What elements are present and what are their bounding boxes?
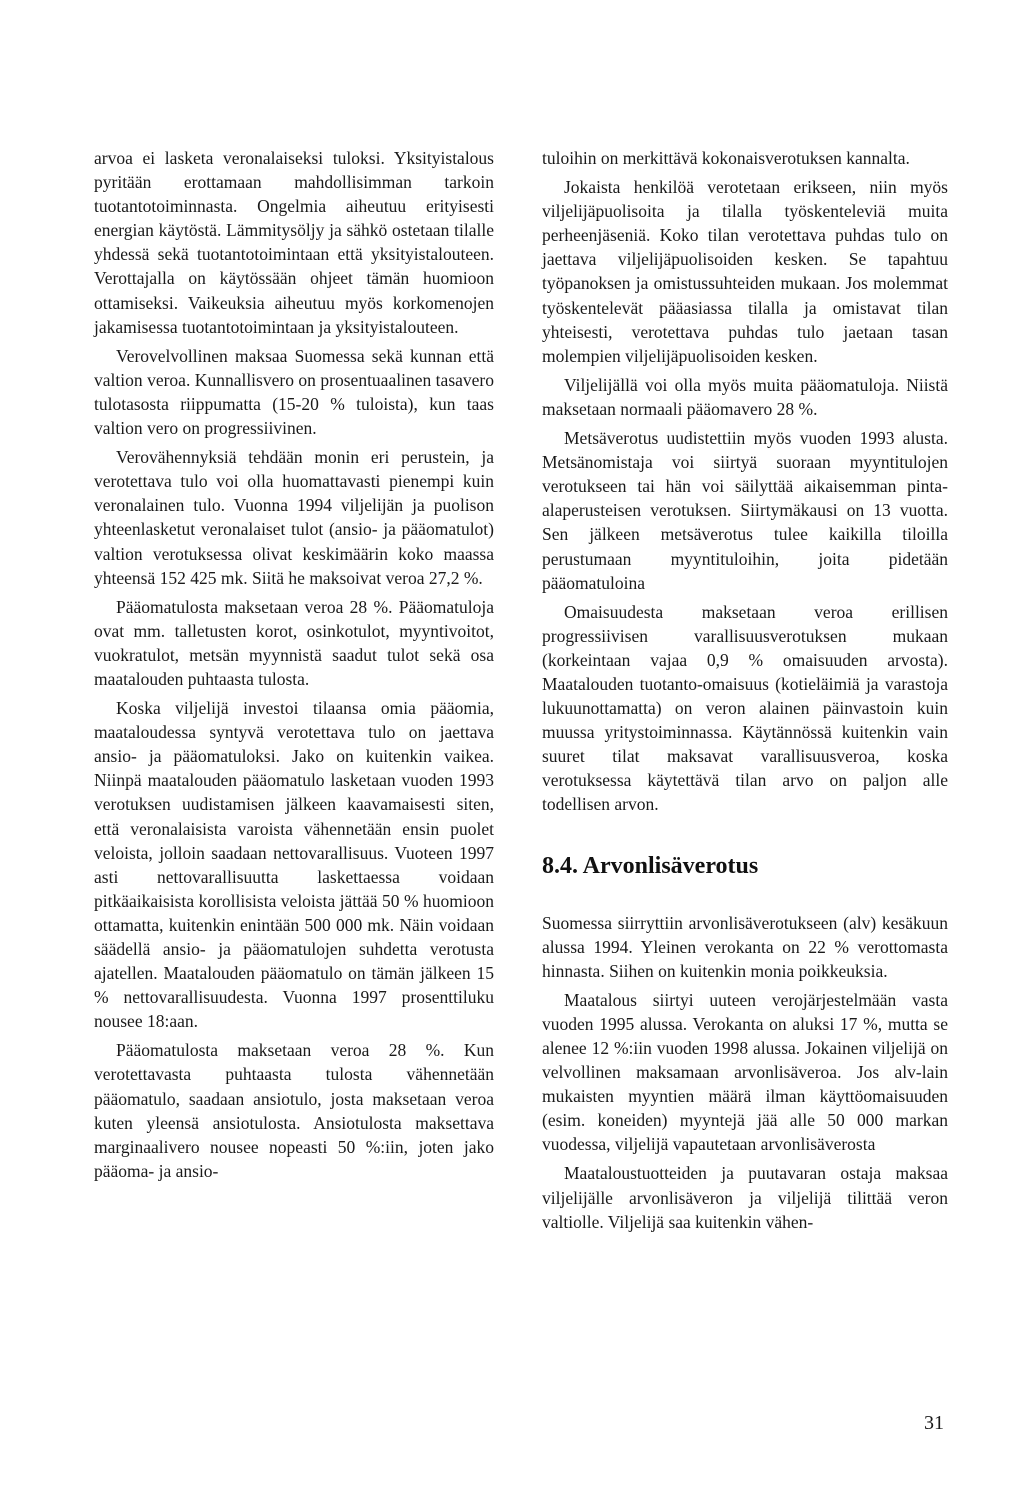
paragraph: Maataloustuotteiden ja puutavaran ostaja maksaa viljelijälle arvonlisäveron ja viljelijä tilittää veron valtiolle. Viljelijä saa kuitenkin vähen- — [542, 1163, 948, 1232]
paragraph: Viljelijällä voi olla myös muita pääomatuloja. Niistä maksetaan normaali pääomavero 28 %. — [542, 374, 948, 419]
left-text-column — [94, 146, 494, 1188]
paragraph: Suomessa siirryttiin arvonlisäverotukseen (alv) kesäkuun alussa 1994. Yleinen verokanta on 22 % verottomasta hinnasta. Siihen on kuitenkin monia poikkeuksia. — [542, 912, 948, 981]
paragraph: tuloihin on merkittävä kokonaisverotuksen kannalta. — [542, 148, 910, 168]
paragraph: Maatalous siirtyi uuteen verojärjestelmään vasta vuoden 1995 alussa. Verokanta on aluksi 17 %, mutta se alenee 12 %:iin vuoden 1998 alussa. Jokainen viljelijä on velvollinen maksamaan arvonlisäveroa. Jos alv-lain mukaisten myyntien määrä ilman käyttöomaisuuden (esim. koneiden) myyntejä jää alle 50 000 markan vuodessa, viljelijä vapautetaan arvonlisäverosta — [542, 989, 948, 1155]
paragraph: Pääomatulosta maksetaan veroa 28 %. Pääomatuloja ovat mm. talletusten korot, osinkotulot, myyntivoitot, vuokratulot, metsän myynnistä saadut tulot sekä osa maatalouden puhtaasta tulosta. — [94, 596, 494, 689]
paragraph: Omaisuudesta maksetaan veroa erillisen progressiivisen varallisuusverotuksen mukaan (korkeintaan vajaa 0,9 % omaisuuden arvosta). Maatalouden tuotanto-omaisuus (kotieläimiä ja varastoja lukuunottamatta) on veron alainen päinvastoin kuin muussa yritystoiminnassa. Käytännössä kuitenkin vain suuret tilat maksavat varallisuusveroa, koska verotuksessa käytettävä tilan arvo on paljon alle todellisen arvon. — [542, 601, 948, 815]
paragraph: Metsäverotus uudistettiin myös vuoden 1993 alusta. Metsänomistaja voi siirtyä suoraan myyntitulojen verotukseen tai hän voi säilyttää aikaisemman pinta-alaperusteisen verotuksen. Siirtymäkausi on 13 vuotta. Sen jälkeen metsäverotus tulee kaikilla tiloilla perustumaan myyntituloihin, joita pidetään pääomatuloina — [542, 428, 948, 593]
paragraph: Verovähennyksiä tehdään monin eri perustein, ja verotettava tulo voi olla huomattavasti pienempi kuin veronalainen tulo. Vuonna 1994 viljelijän ja puolison yhteenlasketut veronalaiset tulot (ansio- ja pääomatulot) valtion verotuksessa olivat keskimäärin koko maassa yhteensä 152 425 mk. Siitä he maksoivat veroa 27,2 %. — [94, 447, 494, 588]
page-number: 31 — [924, 1412, 944, 1434]
paragraph: arvoa ei lasketa veronalaiseksi tuloksi. Yksityistalous pyritään erottamaan mahdollisimman tarkoin tuotantotoiminnasta. Ongelmia aiheutuu erityisesti energian käytöstä. Lämmitysöljy ja sähkö ostetaan tilalle yhdessä sekä tuotantotoimintaan että yksityistalouteen. Verottajalla on käytössään ohjeet tämän huomioon ottamiseksi. Vaikeuksia aiheutuu myös korkomenojen jakamisessa tuotantotoimintaan ja yksityistalouteen. — [94, 148, 494, 337]
paragraph: Verovelvollinen maksaa Suomessa sekä kunnan että valtion veroa. Kunnallisvero on prosentuaalinen tasavero tulotasosta riippumatta (15-20 % tuloista), kun taas valtion vero on progressiivinen. — [94, 345, 494, 439]
section-heading: 8.4. Arvonlisäverotus — [542, 852, 759, 879]
paragraph: Jokaista henkilöä verotetaan erikseen, niin myös viljelijäpuolisoita ja tilalla työskenteleviä muita perheenjäseniä. Koko tilan verotettava puhdas tulo on jaettava viljelijäpuolisoiden kesken. Se tapahtuu työpanoksen ja omistussuhteiden mukaan. Jos molemmat työskentelevät pääasiassa tilalla ja omistavat tilan yhteisesti, verotettava puhdas tulo jaetaan tasan molempien viljelijäpuolisoiden kesken. — [542, 177, 948, 366]
paragraph: Pääomatulosta maksetaan veroa 28 %. Kun verotettavasta puhtaasta tulosta vähennetään pääomatulo, saadaan ansiotulo, josta maksetaan veroa kuten yleensä ansiotulosta. Ansiotulosta maksettava marginaalivero nousee nopeasti 50 %:iin, joten jako pääoma- ja ansio- — [94, 1040, 494, 1181]
paragraph: Koska viljelijä investoi tilaansa omia pääomia, maataloudessa syntyvä verotettava tulo on jaettava ansio- ja pääomatuloksi. Jako on kuitenkin vaikea. Niinpä maatalouden pääomatulo lasketaan vuoden 1993 verotuksen uudistamisen jälkeen kaavamaisesti siten, että veronalaisista varoista vähennetään ensin puolet veloista, jolloin saadaan nettovarallisuus. Vuoteen 1997 asti nettovarallisuutta laskettaessa voidaan pitkäaikaisista korollisista veloista jättää 50 % huomioon ottamatta, kuitenkin enintään 500 000 mk. Näin voidaan säädellä ansio- ja pääomatulojen suhdetta verotusta ajatellen. Maatalouden pääomatulo on tämän jälkeen 15 % nettovarallisuudesta. Vuonna 1997 prosenttiluku nousee 18:aan. — [94, 698, 494, 1032]
right-text-column — [542, 146, 948, 1239]
